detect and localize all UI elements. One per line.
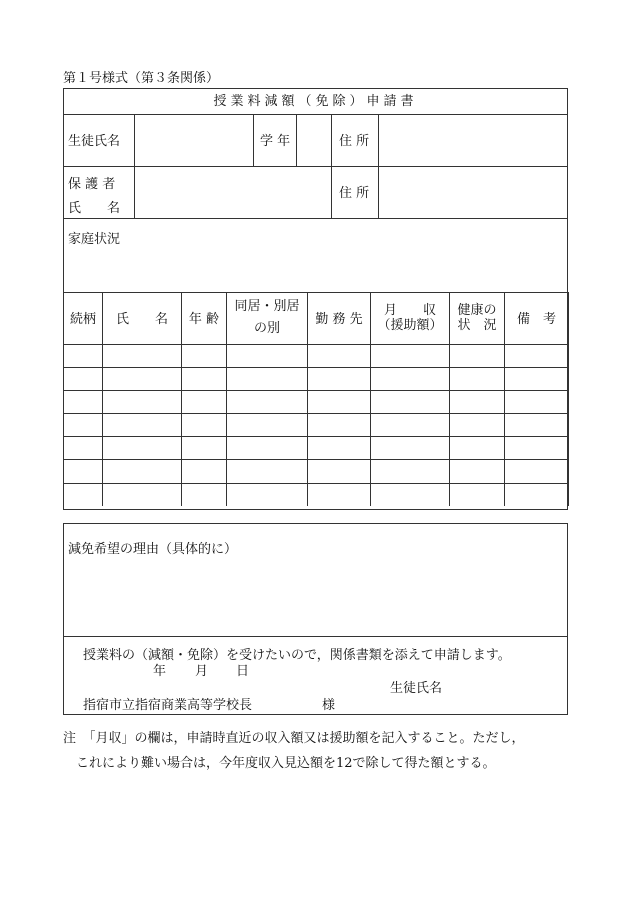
table-cell[interactable] — [64, 344, 103, 367]
guardian-label-line2: 氏 名 — [68, 201, 121, 216]
reason-field[interactable] — [64, 524, 567, 637]
guardian-address-field[interactable] — [379, 166, 567, 218]
student-name-field[interactable] — [135, 114, 253, 166]
guardian-label-line1: 保 護 者 — [68, 177, 116, 192]
grade-field[interactable] — [297, 114, 331, 166]
table-cell[interactable] — [371, 367, 450, 390]
table-cell[interactable] — [103, 367, 182, 390]
guardian-name-field[interactable] — [135, 166, 331, 218]
header-workplace: 勤 務 先 — [308, 292, 371, 344]
header-remarks: 備 考 — [505, 292, 569, 344]
header-income-line2: （援助額） — [377, 317, 443, 333]
table-cell[interactable] — [103, 344, 182, 367]
table-row — [64, 414, 569, 437]
table-cell[interactable] — [450, 460, 505, 483]
date-month: 月 — [195, 664, 209, 679]
table-cell[interactable] — [371, 460, 450, 483]
table-cell[interactable] — [450, 437, 505, 460]
table-cell[interactable] — [505, 460, 569, 483]
table-cell[interactable] — [182, 414, 227, 437]
table-cell[interactable] — [371, 344, 450, 367]
recipient: 指宿市立指宿商業高等学校長 — [83, 698, 253, 713]
table-cell[interactable] — [103, 414, 182, 437]
table-cell[interactable] — [450, 344, 505, 367]
table-cell[interactable] — [371, 414, 450, 437]
table-cell[interactable] — [308, 414, 371, 437]
table-cell[interactable] — [182, 460, 227, 483]
form-title: 授業料減額（免除）申請書 — [64, 89, 567, 115]
table-cell[interactable] — [227, 344, 308, 367]
table-cell[interactable] — [308, 437, 371, 460]
table-cell[interactable] — [227, 367, 308, 390]
student-name-label: 生徒氏名 — [68, 134, 121, 149]
table-cell[interactable] — [182, 390, 227, 413]
student-address-label: 住 所 — [339, 134, 370, 149]
note-line1: 注 「月収」の欄は，申請時直近の収入額又は援助額を記入すること。ただし， — [63, 731, 525, 746]
form-number: 第１号様式（第３条関係） — [63, 71, 220, 86]
family-table — [63, 292, 569, 506]
table-cell[interactable] — [505, 483, 569, 506]
table-row — [64, 390, 569, 413]
header-health-line1: 健康の — [457, 302, 497, 318]
table-cell[interactable] — [450, 414, 505, 437]
table-cell[interactable] — [64, 367, 103, 390]
header-relation: 続柄 — [64, 292, 103, 344]
table-cell[interactable] — [308, 390, 371, 413]
table-row — [64, 437, 569, 460]
application-form-frame — [63, 88, 568, 510]
header-income — [371, 292, 450, 344]
table-cell[interactable] — [308, 344, 371, 367]
date-day: 日 — [236, 664, 250, 679]
header-health — [450, 292, 505, 344]
student-signature-label: 生徒氏名 — [390, 681, 443, 696]
table-cell[interactable] — [308, 483, 371, 506]
table-cell[interactable] — [505, 437, 569, 460]
table-cell[interactable] — [64, 414, 103, 437]
header-name: 氏 名 — [103, 292, 182, 344]
table-cell[interactable] — [103, 390, 182, 413]
reason-declaration-frame — [63, 523, 568, 715]
table-row — [64, 344, 569, 367]
table-row — [64, 460, 569, 483]
table-cell[interactable] — [371, 437, 450, 460]
table-cell[interactable] — [182, 483, 227, 506]
date-year: 年 — [153, 664, 167, 679]
table-cell[interactable] — [450, 483, 505, 506]
table-cell[interactable] — [308, 367, 371, 390]
header-health-line2: 状 況 — [457, 317, 497, 333]
table-cell[interactable] — [64, 437, 103, 460]
table-cell[interactable] — [103, 483, 182, 506]
table-cell[interactable] — [227, 414, 308, 437]
guardian-address-label: 住 所 — [339, 186, 370, 201]
note-line2: これにより難い場合は，今年度収入見込額を12で除して得た額とする。 — [76, 756, 496, 771]
table-cell[interactable] — [505, 367, 569, 390]
table-cell[interactable] — [505, 344, 569, 367]
grade-label: 学 年 — [260, 134, 291, 149]
table-cell[interactable] — [182, 437, 227, 460]
header-cohabit — [227, 292, 308, 344]
family-situation-label: 家庭状況 — [68, 232, 121, 247]
header-age: 年 齢 — [182, 292, 227, 344]
header-cohabit-line1: 同居・別居 — [234, 298, 300, 314]
table-row — [64, 367, 569, 390]
table-cell[interactable] — [450, 390, 505, 413]
table-cell[interactable] — [182, 367, 227, 390]
student-address-field[interactable] — [379, 114, 567, 166]
honorific: 様 — [322, 698, 336, 713]
table-cell[interactable] — [227, 460, 308, 483]
table-cell[interactable] — [227, 390, 308, 413]
table-cell[interactable] — [64, 483, 103, 506]
table-cell[interactable] — [505, 390, 569, 413]
table-cell[interactable] — [103, 437, 182, 460]
table-cell[interactable] — [64, 460, 103, 483]
family-table-header — [64, 292, 569, 344]
table-cell[interactable] — [227, 437, 308, 460]
header-income-line1: 月 収 — [383, 302, 436, 318]
table-cell[interactable] — [103, 460, 182, 483]
table-cell[interactable] — [371, 390, 450, 413]
reason-label: 減免希望の理由（具体的に） — [68, 542, 238, 557]
table-cell[interactable] — [227, 483, 308, 506]
table-cell[interactable] — [64, 390, 103, 413]
table-cell[interactable] — [308, 460, 371, 483]
table-row — [64, 483, 569, 506]
header-cohabit-line2: の別 — [253, 320, 280, 336]
table-cell[interactable] — [182, 344, 227, 367]
table-cell[interactable] — [505, 414, 569, 437]
declaration-text: 授業料の（減額・免除）を受けたいので，関係書類を添えて申請します。 — [83, 648, 511, 663]
table-cell[interactable] — [371, 483, 450, 506]
table-cell[interactable] — [450, 367, 505, 390]
